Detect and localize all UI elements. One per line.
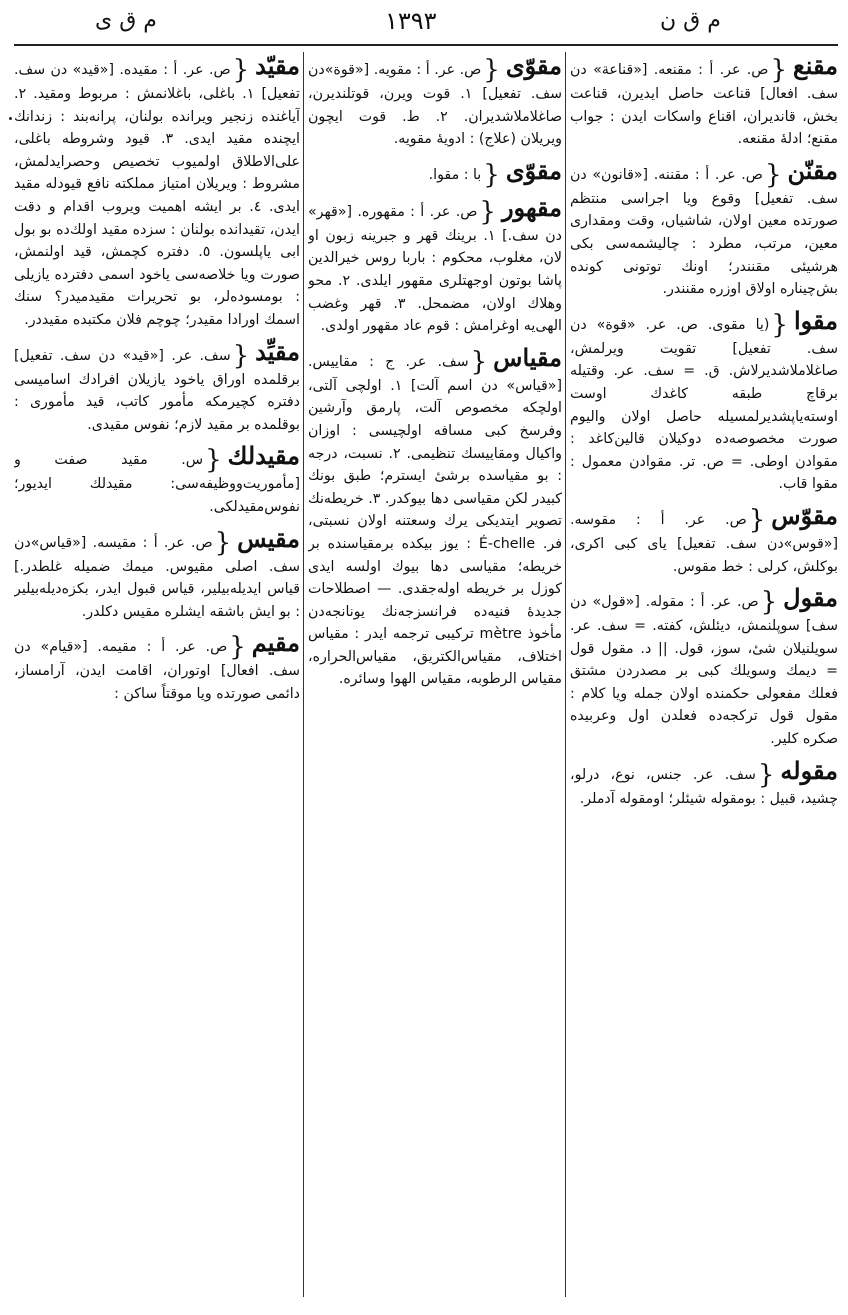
brace-icon: { xyxy=(764,159,782,190)
headword: مقیِّد xyxy=(255,336,300,366)
grammar-note: ص. عر. أ : مقننه. [«قانون» دن سف. تفعیل] xyxy=(570,166,838,207)
column-right xyxy=(570,52,838,1302)
brace-icon: { xyxy=(470,346,488,377)
brace-icon: { xyxy=(760,587,778,618)
definition: قیاس ایدیله‌بیلیر، قیاس قبول ایدر، بکزه‌دیله‌بیلیر : بو ایش باشقه ایشلره مقیس دکلدر. xyxy=(14,581,300,620)
definition: مقیدلك ایدیور؛ نفوس‌مقیدلکی. xyxy=(14,476,300,515)
column-divider xyxy=(303,52,304,1297)
headword: مقوّی xyxy=(505,155,562,185)
page-number: ١٣٩٣ xyxy=(385,7,437,35)
dictionary-entry xyxy=(570,757,838,811)
dictionary-entry xyxy=(14,629,300,705)
definition: بومقوله شیئلر؛ اومقوله آدملر. xyxy=(579,790,756,807)
grammar-note: با : مقوا. xyxy=(428,166,482,183)
definition: یای کبی اکری، بوکلش، کرلی : خط مقوس. xyxy=(570,535,838,575)
grammar-note: سف. عر. جنس، نوع، درلو، چشید، قبیل : xyxy=(570,766,838,807)
definition: ١. قوت ویرن، قوتلندیرن، صاغلاملاشدیران. ٢. ط. قوت ایچون ویریلان (علاج) : ادویهٔ مقویه. xyxy=(308,86,562,148)
header-guide-left: م ق ی xyxy=(95,8,157,33)
grammar-note: ص. عر. أ : مقوسه. [«قوس»دن سف. تفعیل] xyxy=(570,511,838,552)
column-middle xyxy=(308,52,562,1302)
grammar-note: ص. عر. أ : مقیسه. [«قیاس»دن سف. اصلی مقیوس. میمك ضمیله غلطدر.] xyxy=(14,534,300,575)
brace-icon: { xyxy=(483,159,500,190)
brace-icon: { xyxy=(232,55,250,85)
grammar-note: ص. عر. أ : مقنعه. [«قناعة» دن سف. افعال] xyxy=(570,62,838,102)
grammar-note: سف. عر. [«قید» دن سف. تفعیل] xyxy=(14,347,231,364)
dictionary-entry xyxy=(308,194,562,338)
brace-icon: { xyxy=(214,527,232,558)
definition: اوتوران، اقامت ایدن، آرامساز، دائمی صورتده ویا موقتاً ساکن : xyxy=(14,663,300,702)
definition: برقلمده اوراق یاخود یازیلان افرادك اسامیسی دفتره کچیرمکه مأمور کاتب، قید مأموری : بوقلمده بر مقید لازم؛ نفوس مقیدی. xyxy=(14,371,300,433)
dictionary-entry xyxy=(308,157,562,188)
definition: سوپلنمش، دیئلش، کفته. = سف. عر. سویلنیلان شیٔ، سوز، قول. || د. مقول قول = دیمك وسویلك کبی بر مصدردن مشتق فعلك مفعولی حکمنده اولان جمله ویا کلام : مقول قول ترکجه‌ده فعلدن اول وعربیده صکره کلیر. xyxy=(570,618,838,748)
headword: مقنع xyxy=(792,52,838,80)
definition: وقوع ویا اجراسی منتظم صورتده معین اولان، شاشیاں، وقت ومقداری معین، مرتب، مطرد : چالیشمه‌سی بکی هرشیئی مقنندر؛ اونك توتونی کونده بش‌چیناره اولاق اوزره مقنندر. xyxy=(570,190,838,298)
brace-icon: { xyxy=(229,632,246,663)
headword: مقول xyxy=(783,583,838,613)
dictionary-entry xyxy=(14,525,300,624)
headword: مقوّس xyxy=(771,500,838,530)
headword: مقوّی xyxy=(505,52,562,80)
definition: ١. برینك قهر و جبرینه زبون او لان، مغلوب، محکوم : باربا روس خیرالدین پاشا بوتون اوجهتلری مقهور ایلدی. ٢. محو وهلاك اولان، مضمحل. ٣. قهر وغضب الهی‌یه اوغرامش : قوم عاد مقهور اولدی. xyxy=(308,227,562,335)
grammar-note: ص. عر. أ : مقوله. [«قول» دن سف] xyxy=(570,594,838,635)
brace-icon: { xyxy=(479,196,496,227)
brace-icon: { xyxy=(205,445,222,476)
grammar-note: ص. عر. أ : مقیده. [«قید» دن سف. تفعیل] xyxy=(14,62,300,102)
page-header xyxy=(0,0,848,46)
grammar-note: (یا مقوی. ص. عر. «قوة» دن سف. تفعیل] xyxy=(570,316,838,357)
brace-icon: { xyxy=(232,340,250,371)
headword: مقنّن xyxy=(787,155,838,185)
dictionary-columns xyxy=(14,52,838,1302)
definition: ١. اولچی آلتی، اولچکه مخصوص آلت، پارمق وآرشین وفرسخ کبی مسافه اولچیسی : اوزان واکیال ومقاییسك تنظیمی. ٢. نسبت، درجه : بو مقیاسده برشیٔ ایسترم؛ طبق بونك کبیدر لکن مقیاسی دها بیوکدر. ٣. خریطه‌نك تصویر ایتدیکی یرك وسعتنه اولان نسبتی، فر. É-chelle : یوز بیکده برمقیاسنده بر خریطه؛ مقیاسی دها بیوك اولسه ایدی کوزل بر خریطه اوله‌جقدی. — اصطلاحات جدیدهٔ فنیه‌ده فرانسزجه‌نك یونانجه‌دن مأخوذ mètre ترکیبی ترجمه ایدر : مقیاس اختلاف، مقیاس‌الکتریق، مقیاس‌الحراره، مقیاس الرطوبه، مقیاس الهوا وسائره. xyxy=(308,377,562,688)
definition: ١. باغلی، باغلانمش : مربوط ومقید. ٢. آیاغنده زنجیر ویرانده بولنان، پرانه‌بند : زندانك ایچنده مقید ایدی. ٣. قیود وشروطه باغلی، علی‌الاطلاق اولمیوب تخصیص وحصرایدلمش، مشروط : ویریلان امتیاز مملکته نافع قیودله مقید ایدی. ٤. بر ایشه اهمیت ویروب اقدام و دقت ایدن، تقیدانده بولنان : سزده مقید اولك‌ده بو بول ابی یاپلسون. ٥. دفتره کچمش، قید اولنمش، صورت ویا خلاصه‌سی یاخود اسمی دفترده یازیلی : بومسوده‌لر، بو تحریرات مقیدمیدر؟ سنك اسمك اورادا مقیدر؛ چوچم فلان مکتبده مقیددر. xyxy=(14,86,300,328)
dictionary-entry xyxy=(308,52,562,151)
column-divider xyxy=(565,52,566,1297)
dictionary-entry xyxy=(570,584,838,751)
brace-icon: { xyxy=(748,504,766,535)
dictionary-entry xyxy=(570,307,838,496)
brace-icon: { xyxy=(770,55,787,85)
column-left xyxy=(14,52,300,1302)
definition: تقویت ویرلمش، صاغلاملاشدیرلاش. ق. = سف. عر. وقتیله برقاچ طبقه کاغدك اوست اوسته‌یاپشدیرلمسیله حاصل اولان والیوم صورت مخصوصه‌ده دوکیلان قالین‌کاغد : مقوادن اوطی. = ص. تر. مقوادن معمول : مقوا قاب. xyxy=(570,340,838,493)
dictionary-entry xyxy=(14,442,300,518)
grammar-note: سف. عر. ج : مقاییس. [«قیاس» دن اسم آلت] xyxy=(308,353,562,394)
headword: مقوا xyxy=(793,305,838,335)
headword: مقیم xyxy=(251,628,300,658)
grammar-note: ص. عر. أ : مقهوره. [«قهر» دن سف.] xyxy=(308,203,562,244)
headword: مقیس xyxy=(237,523,300,553)
dictionary-entry xyxy=(14,338,300,437)
grammar-note: ص. عر. أ : مقیمه. [«قیام» دن سف. افعال] xyxy=(14,639,300,680)
headword: مقوله xyxy=(780,755,838,785)
definition: قناعت حاصل ایدیرن، قناعت بخش، قاندیران، اقناع واسکات ایدن : جواب مقنع؛ ادلهٔ مقنعه. xyxy=(570,86,838,148)
dictionary-entry xyxy=(308,344,562,691)
dictionary-entry xyxy=(570,52,838,151)
dictionary-entry xyxy=(14,52,300,332)
dictionary-entry xyxy=(570,157,838,301)
header-rule xyxy=(14,44,838,46)
grammar-note: س. مقید صفت و [مأموریت‌ووظیفه‌سی: xyxy=(14,452,300,493)
grammar-note: ص. عر. أ : مقویه. [«قوة»دن سف. تفعیل] xyxy=(308,62,562,102)
margin-dot xyxy=(9,117,12,120)
headword: مقیاس xyxy=(493,342,562,372)
headword: مقیدلك xyxy=(227,441,300,471)
brace-icon: { xyxy=(483,55,500,85)
dictionary-entry xyxy=(570,502,838,578)
brace-icon: { xyxy=(771,309,788,340)
headword: مقیّد xyxy=(255,52,300,80)
header-guide-right: م ق ن xyxy=(660,8,721,33)
brace-icon: { xyxy=(757,759,775,790)
headword: مقهور xyxy=(501,192,562,222)
